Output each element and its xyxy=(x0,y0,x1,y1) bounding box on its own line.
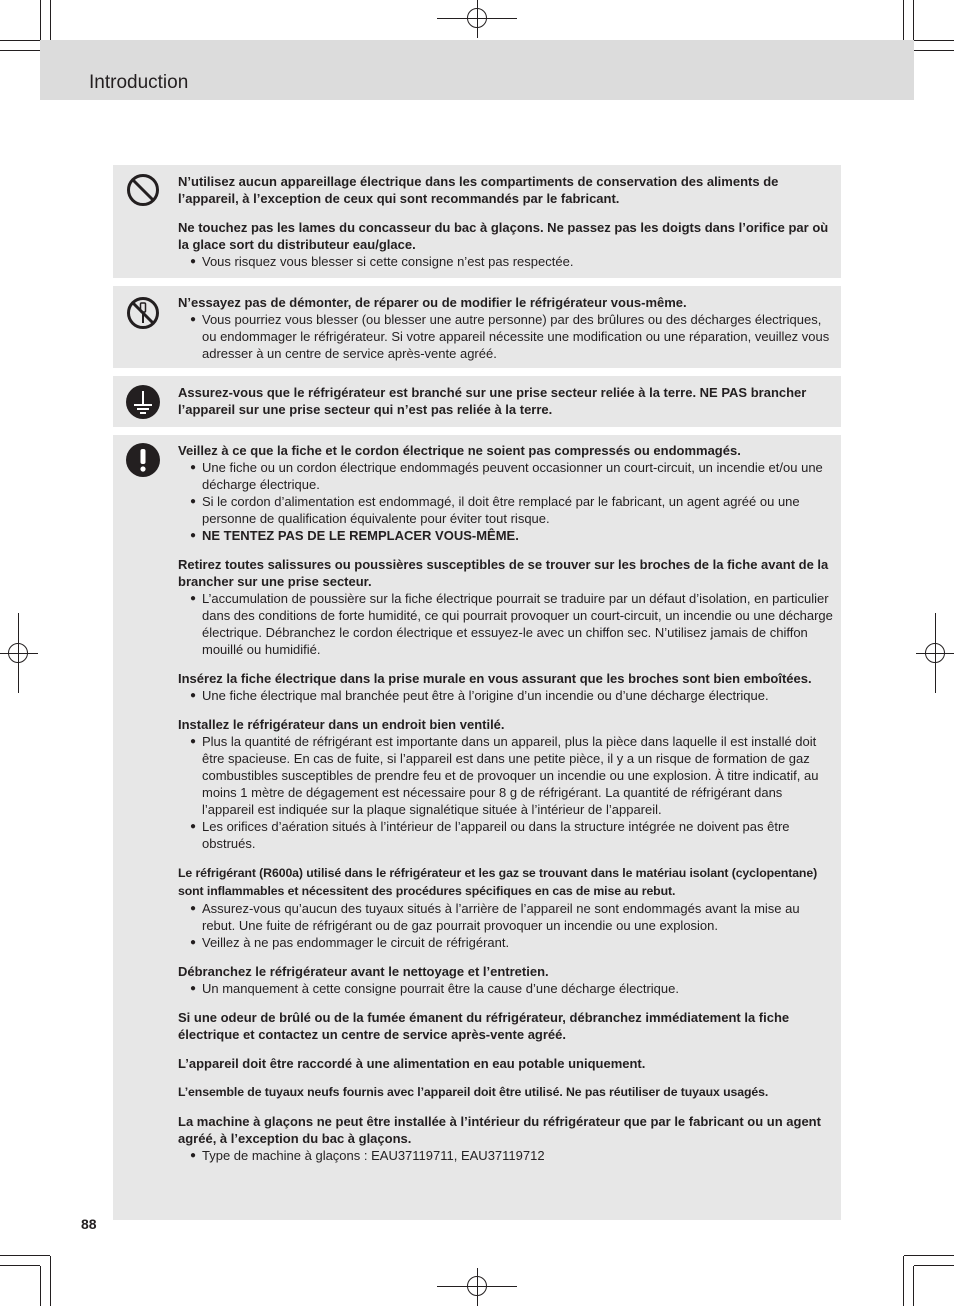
bullet-item: ● Type de machine à glaçons : EAU37119711, EAU37119712 xyxy=(178,1147,833,1164)
section-heading: Insérez la fiche électrique dans la prise murale en vous assurant que les broches sont bien emboîtées. xyxy=(178,671,812,686)
section-heading: L’ensemble de tuyaux neufs fournis avec l’appareil doit être utilisé. Ne pas réutiliser de tuyaux usagés. xyxy=(178,1085,769,1099)
exclamation-icon xyxy=(126,443,160,477)
crop-mark xyxy=(0,1255,50,1256)
section-heading: Débranchez le réfrigérateur avant le nettoyage et l’entretien. xyxy=(178,964,549,979)
section-heading: Installez le réfrigérateur dans un endroit bien ventilé. xyxy=(178,717,505,732)
crop-mark xyxy=(50,1256,51,1306)
no-disassembly-icon xyxy=(126,296,160,330)
bullet-item: ● Vous risquez vous blesser si cette consigne n’est pas respectée. xyxy=(178,253,833,270)
section-heading: Retirez toutes salissures ou poussières susceptibles de se trouver sur les broches de la fiche avant de la brancher sur une prise secteur. xyxy=(178,557,829,589)
crop-mark xyxy=(913,1266,914,1306)
section-heading: L’appareil doit être raccordé à une alimentation en eau potable uniquement. xyxy=(178,1056,646,1071)
warning-box-2 xyxy=(113,286,841,368)
warning-text: N’essayez pas de démonter, de réparer ou de modifier le réfrigérateur vous-même. xyxy=(178,295,687,310)
crop-mark xyxy=(914,40,954,41)
warning-box-1 xyxy=(113,165,841,278)
crop-mark xyxy=(40,1266,41,1306)
page-number: 88 xyxy=(81,1216,97,1232)
bullet-item: ● Un manquement à cette consigne pourrait être la cause d’une décharge électrique. xyxy=(178,980,833,997)
section-heading: Si une odeur de brûlé ou de la fumée émanent du réfrigérateur, débranchez immédiatement la fiche électrique et contactez un centre de service après-vente agréé. xyxy=(178,1010,790,1042)
bullet-item: ● Une fiche électrique mal branchée peut être à l’origine d’un incendie ou d’une décharge électrique. xyxy=(178,687,833,704)
crop-mark xyxy=(914,1265,954,1266)
bullet-item: ● Assurez-vous qu’aucun des tuyaux situés à l’arrière de l’appareil ne sont endommagés avant la mise au rebut. Une fuite de réfrigérant ou de gaz pourrait provoquer un incendie ou une explosion. xyxy=(178,900,833,934)
crop-mark xyxy=(904,1255,954,1256)
section-header xyxy=(40,40,914,100)
crop-mark xyxy=(40,0,41,40)
bullet-item: ● Vous pourriez vous blesser (ou blesser une autre personne) par des brûlures ou des décharges électriques, ou endommager le réfrigérateur. Si votre appareil nécessite une modification ou une réparation, veuillez vous adresser à un centre de service après-vente agréé. xyxy=(178,311,833,362)
warning-text: Assurez-vous que le réfrigérateur est branché sur une prise secteur reliée à la terre. NE PAS brancher l’appareil sur une prise secteur qui n’est pas reliée à la terre. xyxy=(178,385,807,417)
ground-icon xyxy=(126,385,160,419)
bullet-item: ● Si le cordon d’alimentation est endommagé, il doit être remplacé par le fabricant, un agent agréé ou une personne de qualification équivalente pour éviter tout risque. xyxy=(178,493,833,527)
crop-mark xyxy=(903,1256,904,1306)
registration-mark xyxy=(925,643,945,663)
warning-text: Ne touchez pas les lames du concasseur du bac à glaçons. Ne passez pas les doigts dans l’orifice par où la glace sort du distributeur eau/glace. xyxy=(178,220,829,252)
section-heading: Le réfrigérant (R600a) utilisé dans le réfrigérateur et les gaz se trouvant dans le matériau isolant (cyclopentane) sont inflammables et nécessitent des procédures spécifiques en cas de mise au rebut. xyxy=(178,866,818,898)
registration-mark xyxy=(8,643,28,663)
bullet-item: ● Veillez à ne pas endommager le circuit de réfrigérant. xyxy=(178,934,833,951)
section-title: Introduction xyxy=(89,72,189,93)
section-heading: La machine à glaçons ne peut être installée à l’intérieur du réfrigérateur que par le fabricant ou un agent agréé, à l’exception du bac à glaçons. xyxy=(178,1114,821,1146)
prohibition-icon xyxy=(126,173,160,207)
warning-box-4 xyxy=(113,435,841,1220)
warning-box-3 xyxy=(113,376,841,427)
bullet-item: ● NE TENTEZ PAS DE LE REMPLACER VOUS-MÊME. xyxy=(178,527,833,544)
registration-mark xyxy=(467,8,487,28)
crop-mark xyxy=(0,40,40,41)
crop-mark xyxy=(913,0,914,40)
bullet-item: ● Une fiche ou un cordon électrique endommagés peuvent occasionner un court-circuit, un incendie et/ou une décharge électrique. xyxy=(178,459,833,493)
bullet-item: ● Plus la quantité de réfrigérant est importante dans un appareil, plus la pièce dans laquelle il est installé doit être spacieuse. En cas de fuite, si l’appareil est dans une petite pièce, il y a un risque de formation de gaz combustibles susceptibles de prendre feu et de provoquer un incendie ou une explosion. À titre indicatif, au moins 1 mètre de dégagement est nécessaire pour 8 g de réfrigérant. La quantité de réfrigérant dans l’appareil est indiquée sur la plaque signalétique située à l’intérieur de l’appareil. xyxy=(178,733,833,818)
section-heading: Veillez à ce que la fiche et le cordon électrique ne soient pas compressés ou endommagés. xyxy=(178,443,741,458)
registration-mark xyxy=(467,1276,487,1296)
bullet-item: ● Les orifices d’aération situés à l’intérieur de l’appareil ou dans la structure intégrée ne doivent pas être obstrués. xyxy=(178,818,833,852)
crop-mark xyxy=(0,1265,40,1266)
warning-text: N’utilisez aucun appareillage électrique dans les compartiments de conservation des aliments de l’appareil, à l’exception de ceux qui sont recommandés par le fabricant. xyxy=(178,174,779,206)
bullet-item: ● L’accumulation de poussière sur la fiche électrique pourrait se traduire par un défaut d’isolation, en particulier dans des conditions de forte humidité, ce qui pourrait provoquer un court-circuit, un incendie ou une décharge électrique. Débranchez le cordon électrique et essuyez-le avec un chiffon sec. N’utilisez jamais de chiffon mouillé ou humidifié. xyxy=(178,590,833,658)
